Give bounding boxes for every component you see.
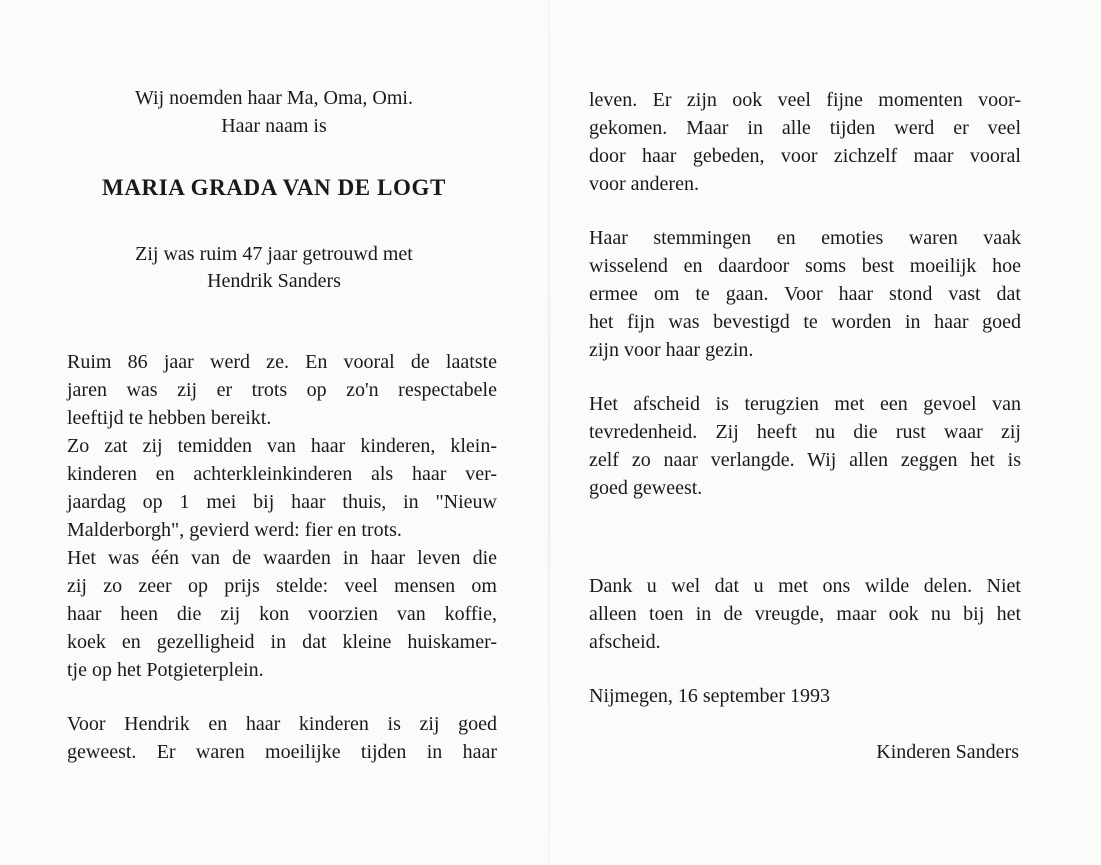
body-line: Voor Hendrik en haar kinderen is zij goed — [67, 713, 497, 735]
body-line: wisselend en daardoor soms best moeilijk hoe — [589, 255, 1021, 277]
intro-line: Haar naam is — [221, 115, 327, 137]
body-line: alleen toen in de vreugde, maar ook nu bij het — [589, 603, 1021, 625]
body-line: Het afscheid is terugzien met een gevoel van — [589, 393, 1021, 415]
body-line: voor anderen. — [589, 173, 699, 195]
body-line: het fijn was bevestigd te worden in haar goed — [589, 311, 1021, 333]
body-line: jaren was zij er trots op zo'n respectabele — [67, 379, 497, 401]
body-line: zij zo zeer op prijs stelde: veel mensen om — [67, 575, 497, 597]
signature: Kinderen Sanders — [876, 741, 1019, 763]
body-line: gekomen. Maar in alle tijden werd er veel — [589, 117, 1021, 139]
body-line: zijn voor haar gezin. — [589, 339, 754, 361]
body-line: Haar stemmingen en emoties waren vaak — [589, 227, 1021, 249]
body-line: geweest. Er waren moeilijke tijden in haar — [67, 741, 497, 763]
body-line: leven. Er zijn ook veel fijne momenten voor- — [589, 89, 1021, 111]
intro-line: Wij noemden haar Ma, Oma, Omi. — [134, 87, 413, 109]
body-line: Malderborgh", gevierd werd: fier en trots. — [67, 519, 402, 541]
body-line: jaardag op 1 mei bij haar thuis, in "Nieuw — [67, 491, 497, 513]
married-line: Zij was ruim 47 jaar getrouwd met — [135, 243, 413, 265]
body-line: Ruim 86 jaar werd ze. En vooral de laatste — [67, 351, 497, 373]
right-panel — [550, 0, 1101, 865]
body-line: door haar gebeden, voor zichzelf maar vooral — [589, 145, 1021, 167]
body-line: Dank u wel dat u met ons wilde delen. Niet — [589, 575, 1021, 597]
body-line: haar heen die zij kon voorzien van koffie, — [67, 603, 497, 625]
body-line: zelf zo naar verlangde. Wij allen zeggen het is — [589, 449, 1021, 471]
body-line: kinderen en achterkleinkinderen als haar ver- — [67, 463, 497, 485]
place-date: Nijmegen, 16 september 1993 — [589, 685, 831, 707]
left-panel — [0, 0, 548, 865]
deceased-name: MARIA GRADA VAN DE LOGT — [102, 175, 446, 200]
married-line: Hendrik Sanders — [207, 270, 341, 292]
body-line: leeftijd te hebben bereikt. — [67, 407, 272, 429]
body-line: goed geweest. — [589, 477, 703, 499]
body-line: ermee om te gaan. Voor haar stond vast dat — [589, 283, 1021, 305]
body-line: Het was één van de waarden in haar leven die — [67, 547, 497, 569]
body-line: afscheid. — [589, 631, 661, 653]
body-line: koek en gezelligheid in dat kleine huiskamer- — [67, 631, 497, 653]
body-line: tevredenheid. Zij heeft nu die rust waar zij — [589, 421, 1021, 443]
body-line: Zo zat zij temidden van haar kinderen, klein- — [67, 435, 497, 457]
body-line: tje op het Potgieterplein. — [67, 659, 264, 681]
